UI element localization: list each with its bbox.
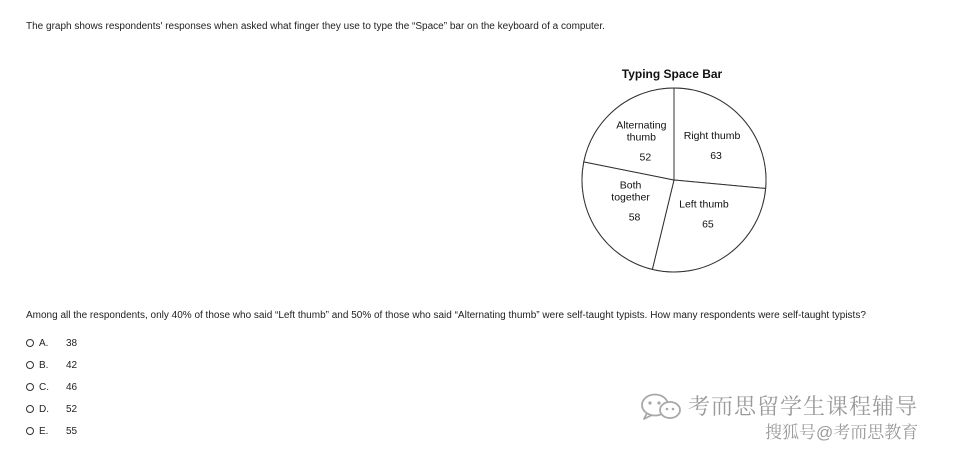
radio-button[interactable] <box>26 383 34 391</box>
radio-button[interactable] <box>26 405 34 413</box>
pie-value-label: 65 <box>702 218 714 231</box>
option-b[interactable] <box>26 354 96 376</box>
pie-label-text: Alternating <box>616 119 667 132</box>
option-letter: D. <box>39 403 49 415</box>
watermark-line-2: 搜狐号@考而思教育 <box>765 423 919 442</box>
option-a[interactable] <box>26 332 96 354</box>
watermark-line-1: 考而思留学生课程辅导 <box>688 394 919 419</box>
option-c[interactable] <box>26 376 96 398</box>
answer-options <box>26 332 96 442</box>
pie-value-label: 63 <box>710 150 722 163</box>
pie-label-text: Left thumb <box>679 198 729 211</box>
option-value: 46 <box>66 381 78 393</box>
pie-label-text: thumb <box>626 131 656 144</box>
pie-label-text: Right thumb <box>683 130 741 143</box>
pie-label-text: Both <box>619 179 642 192</box>
question-text: Among all the respondents, only 40% of those who said “Left thumb” and 50% of those who said “Alternating thumb” were self-taught typists. How many respondents were self-taught typists? <box>26 310 866 321</box>
radio-button[interactable] <box>26 339 34 347</box>
option-value: 38 <box>66 337 78 349</box>
pie-label-text: together <box>611 191 650 204</box>
option-letter: B. <box>39 359 49 371</box>
option-letter: C. <box>39 381 49 393</box>
wechat-icon <box>640 392 682 422</box>
option-value: 42 <box>66 359 78 371</box>
pie-value-label: 58 <box>628 211 641 224</box>
radio-button[interactable] <box>26 427 34 435</box>
chart-title: Typing Space Bar <box>621 67 723 81</box>
intro-text: The graph shows respondents' responses when asked what finger they use to type the “Space” bar on the keyboard of a computer. <box>26 21 605 32</box>
option-e[interactable] <box>26 420 96 442</box>
option-letter: A. <box>39 337 49 349</box>
option-d[interactable] <box>26 398 96 420</box>
pie-value-label: 52 <box>639 151 652 164</box>
pie-chart <box>575 62 775 274</box>
option-value: 55 <box>66 425 78 437</box>
radio-button[interactable] <box>26 361 34 369</box>
option-letter: E. <box>39 425 49 437</box>
option-value: 52 <box>66 403 78 415</box>
